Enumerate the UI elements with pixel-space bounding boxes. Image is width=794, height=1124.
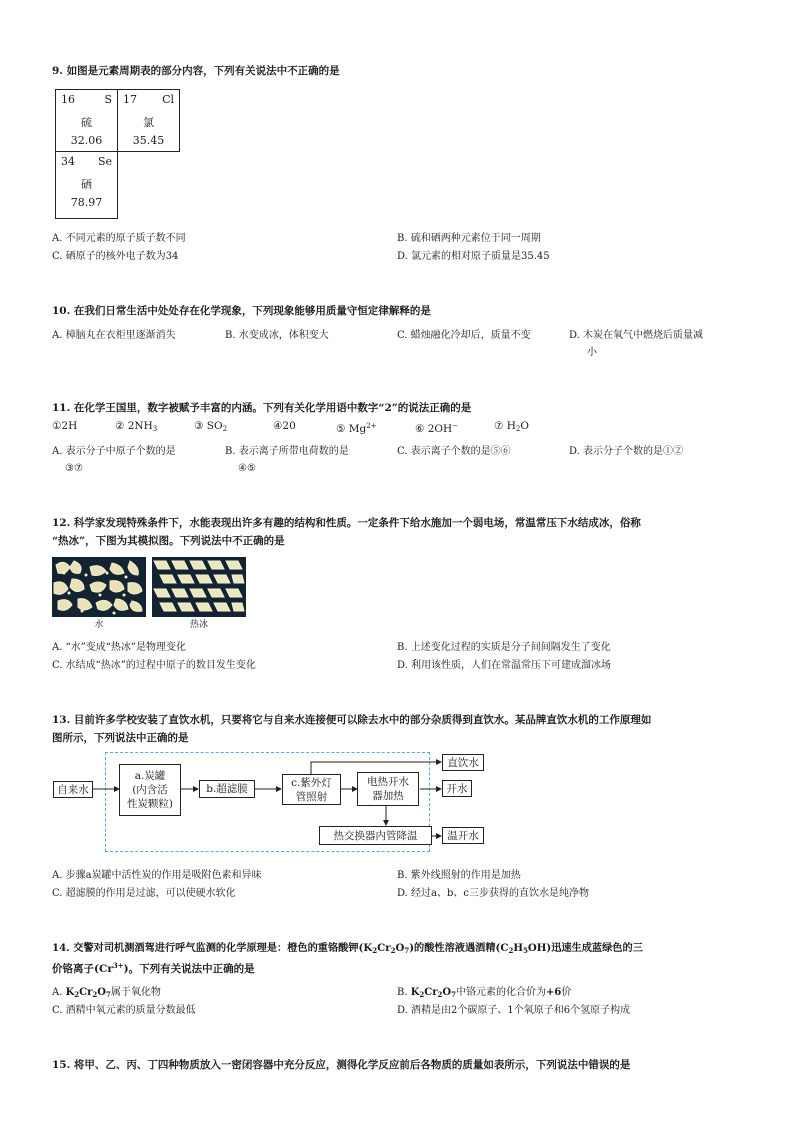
q10-option-d-cont: 小 [587, 347, 597, 358]
q11-item-1: ①2H [52, 420, 78, 432]
q11-option-c[interactable]: C. 表示离子个数的是⑤⑥ [397, 446, 511, 457]
tap-water-box: 自来水 [53, 781, 93, 798]
water-caption: 水 [94, 620, 104, 630]
q13-option-c[interactable]: C. 超滤膜的作用是过滤，可以使硬水软化 [52, 888, 236, 899]
question-11-stem: 11. 在化学王国里，数字被赋予丰富的内涵。下列有关化学用语中数字“2”的说法正确的是 [52, 402, 472, 414]
q14-option-c[interactable]: C. 酒精中氧元素的质量分数最低 [52, 1005, 196, 1016]
q9-option-b[interactable]: B. 硫和硒两种元素位于同一周期 [397, 233, 541, 244]
question-14-stem-line1: 14. 交警对司机测酒驾进行呼气监测的化学原理是：橙色的重铬酸钾$(K_2Cr_2O_7)$的酸性溶液遇酒精$(C_2H_5OH)$迅速生成蓝绿色的三 [52, 942, 643, 955]
question-13-stem-line1: 13. 目前许多学校安装了直饮水机，只要将它与自来水连接便可以除去水中的部分杂质得到直饮水。某品牌直饮水机的工作原理如 [52, 714, 652, 726]
q10-option-a[interactable]: A. 樟脑丸在衣柜里逐渐消失 [52, 330, 176, 341]
q12-option-a[interactable]: A. “水”变成“热冰”是物理变化 [52, 642, 187, 653]
q10-option-d[interactable]: D. 木炭在氧气中燃烧后质量减 [569, 330, 704, 341]
uv-lamp-box: c.紫外灯 管照射 [282, 774, 341, 805]
atomic-number: 16 [61, 93, 75, 106]
q13-option-d[interactable]: D. 经过a、b、c三步获得的直饮水是纯净物 [397, 888, 589, 899]
q11-option-b-cont: ④⑤ [238, 463, 256, 474]
q14-option-b[interactable]: B. $K_2Cr_2O_7$中铬元素的化合价为+6价 [397, 987, 572, 999]
q10-option-c[interactable]: C. 蜡烛融化冷却后，质量不变 [397, 330, 531, 341]
atomic-mass: 35.45 [132, 134, 165, 147]
boiled-water-box: 开水 [442, 780, 472, 797]
warm-water-box: 温开水 [442, 827, 484, 844]
element-name: 硒 [81, 178, 92, 191]
question-9-stem: 9. 如图是元素周期表的部分内容，下列有关说法中不正确的是 [52, 65, 340, 77]
q11-item-2: ② $2NH_3$ [115, 420, 158, 433]
element-symbol: Se [97, 155, 112, 168]
q10-option-b[interactable]: B. 水变成冰，体积变大 [225, 330, 329, 341]
atomic-mass: 32.06 [70, 134, 103, 147]
electric-heater-box: 电热开水 器加热 [357, 772, 419, 806]
q14-option-d[interactable]: D. 酒精是由2个碳原子、1个氧原子和6个氢原子构成 [397, 1005, 631, 1016]
carbon-tank-box: a.炭罐 (内含活 性炭颗粒) [119, 764, 181, 816]
heat-exchanger-box: 热交换器内管降温 [319, 826, 432, 845]
hot-ice-caption: 热冰 [189, 620, 208, 630]
q11-option-a-cont: ③⑦ [65, 463, 83, 474]
q11-item-4: ④20 [273, 420, 296, 432]
atomic-mass: 78.97 [70, 196, 103, 209]
direct-drinking-water-box: 直饮水 [442, 754, 484, 771]
q13-option-b[interactable]: B. 紫外线照射的作用是加热 [397, 870, 521, 881]
q11-item-5: ⑤ $Mg^{2+}$ [336, 422, 377, 435]
q14-option-a[interactable]: A. $K_2Cr_2O_7$属于氧化物 [52, 987, 161, 999]
question-12-stem-line2: “热冰”，下图为其模拟图。下列说法中不正确的是 [52, 535, 285, 547]
question-13-stem-line2: 图所示，下列说法中正确的是 [52, 732, 189, 744]
q11-option-a[interactable]: A. 表示分子中原子个数的是 [52, 446, 176, 457]
q9-option-c[interactable]: C. 硒原子的核外电子数为34 [52, 251, 179, 262]
question-14-stem-line2: 价铬离子$(Cr^{3+})$。下列有关说法中正确的是 [52, 961, 255, 975]
element-name: 氯 [143, 116, 154, 129]
q13-option-a[interactable]: A. 步骤a炭罐中活性炭的作用是吸附色素和异味 [52, 870, 262, 881]
question-10-stem: 10. 在我们日常生活中处处存在化学现象，下列现象能够用质量守恒定律解释的是 [52, 305, 431, 317]
element-symbol: S [104, 93, 112, 106]
element-name: 硫 [81, 116, 92, 129]
question-15-stem: 15. 将甲、乙、丙、丁四种物质放入一密闭容器中充分反应，测得化学反应前后各物质的质量如表所示，下列说法中错误的是 [52, 1059, 631, 1071]
q11-item-7: ⑦ $H_2O$ [494, 420, 529, 433]
question-12-stem-line1: 12. 科学家发现特殊条件下，水能表现出许多有趣的结构和性质。一定条件下给水施加一个弱电场，常温常压下水结成冰，俗称 [52, 517, 641, 529]
q9-option-a[interactable]: A. 不同元素的原子质子数不同 [52, 233, 186, 244]
q12-option-d[interactable]: D. 利用该性质，人们在常温常压下可建成溜冰场 [397, 660, 612, 671]
atomic-number: 17 [123, 93, 137, 106]
q12-option-c[interactable]: C. 水结成“热冰”的过程中原子的数目发生变化 [52, 660, 256, 671]
q11-item-3: ③ $SO_2$ [194, 420, 228, 433]
q11-item-6: ⑥ 2OH− [415, 422, 459, 435]
element-symbol: Cl [162, 93, 174, 106]
q9-option-d[interactable]: D. 氯元素的相对原子质量是35.45 [397, 251, 550, 262]
q12-option-b[interactable]: B. 上述变化过程的实质是分子间间隔发生了变化 [397, 642, 611, 653]
q11-option-b[interactable]: B. 表示离子所带电荷数的是 [225, 446, 349, 457]
ultrafiltration-box: b.超滤膜 [199, 780, 255, 798]
atomic-number: 34 [61, 155, 75, 168]
q11-option-d[interactable]: D. 表示分子个数的是①② [569, 446, 684, 457]
